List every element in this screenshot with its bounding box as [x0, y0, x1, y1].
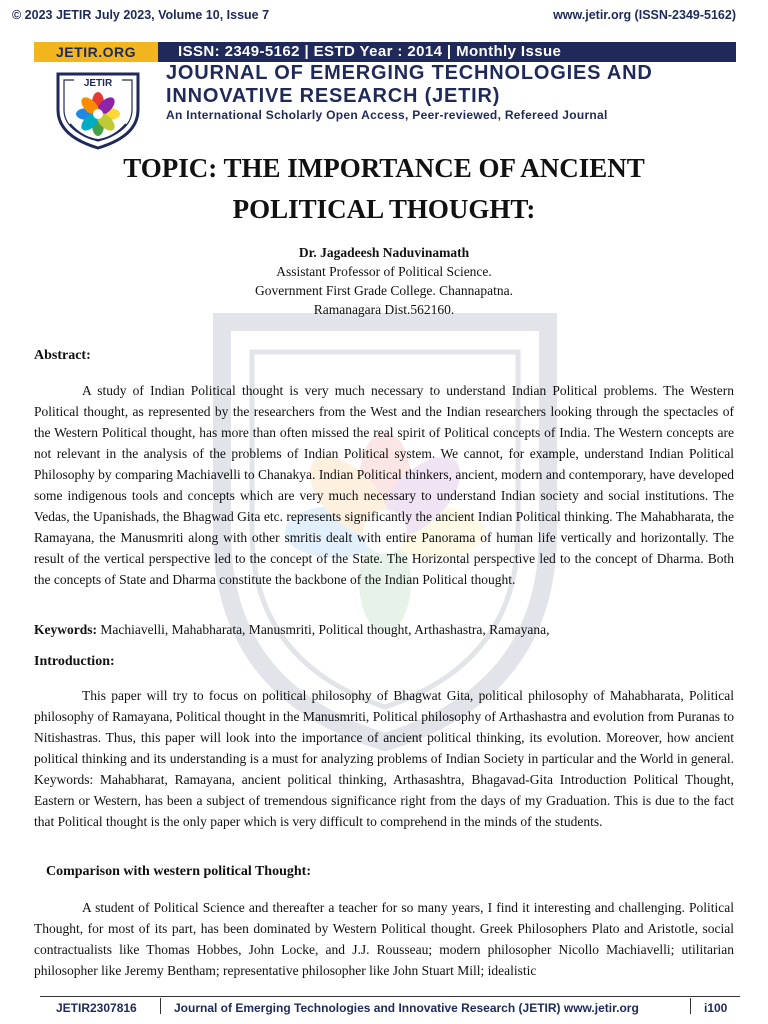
- page-footer: [40, 998, 740, 1016]
- journal-title-line2: INNOVATIVE RESEARCH (JETIR): [166, 85, 501, 107]
- masthead-bar: [34, 42, 736, 62]
- paper-title: [40, 148, 728, 230]
- issn-line: ISSN: 2349-5162 | ESTD Year : 2014 | Monthly Issue: [178, 43, 562, 60]
- footer-divider: [160, 998, 161, 1014]
- journal-title: [166, 62, 653, 108]
- issue-info: © 2023 JETIR July 2023, Volume 10, Issue 7: [12, 8, 270, 22]
- logo-text: JETIR: [83, 78, 113, 89]
- comparison-text: A student of Political Science and thereafter a teacher for so many years, I find it interesting and challenging. Political Thought, for most of its part, has been dominated by Western Political thought. Greek Philosophers Plato and Aristotle, social contractualists like Thomas Hobbes, John Locke, and J.J. Rousseau; modern philosopher Nicollo Machiavelli; utilitarian philosopher like Jeremy Bentham; representative philosopher like John Stuart Mill; idealistic: [34, 900, 734, 978]
- footer-divider: [690, 998, 691, 1014]
- keywords-label: Keywords:: [34, 622, 97, 637]
- keywords-list: Machiavelli, Mahabharata, Manusmriti, Political thought, Arthashastra, Ramayana,: [100, 622, 550, 637]
- running-header: [0, 0, 768, 32]
- footer-journal-name: Journal of Emerging Technologies and Innovative Research (JETIR): [174, 1001, 561, 1015]
- intro-heading: Introduction:: [34, 654, 115, 669]
- intro-text: This paper will try to focus on political philosophy of Bhagwat Gita, political philosophy of Mahabharata, Political philosophy of Ramayana, Political thought in the Manusmriti, Political philosophy of Arthashastra and evolution from Puranas to Nitishastras. Thus, this paper will look into the importance of ancient political thinking, its evolution. Moreover, how ancient political thinking and its understanding is a must for analyzing problems of Indian Society in particular and the World in general. Keywords: Mahabharat, Ramayana, ancient political thinking, Arthasashtra, Bhagavad-Gita Introduction Political Thought, Eastern or Western, has been a subject of tremendous significance right from the days of my Graduation. This is due to the fact that Political thought is the only paper which is very difficult to comprehend in the minds of the students.: [34, 688, 734, 829]
- footer-rule: [40, 996, 740, 997]
- author-block: [40, 243, 728, 319]
- journal-subtitle: An International Scholarly Open Access, Peer-reviewed, Refereed Journal: [166, 108, 608, 122]
- paper-code: JETIR2307816: [56, 1001, 137, 1015]
- jetir-tag: JETIR.ORG: [34, 42, 158, 62]
- author-affiliation-3: Ramanagara Dist.562160.: [313, 302, 455, 317]
- author-name: Dr. Jagadeesh Naduvinamath: [298, 245, 470, 260]
- journal-title-line1: JOURNAL OF EMERGING TECHNOLOGIES AND: [166, 62, 653, 84]
- author-affiliation-2: Government First Grade College. Channapatna.: [255, 283, 513, 298]
- footer-url[interactable]: www.jetir.org: [563, 1001, 639, 1015]
- abstract-heading: Abstract:: [34, 348, 91, 363]
- page-number: i100: [704, 1001, 728, 1015]
- comparison-heading: Comparison with western political Thought:: [46, 864, 311, 879]
- keywords: [34, 622, 734, 638]
- paper-title-line2: POLITICAL THOUGHT:: [232, 194, 536, 224]
- journal-url[interactable]: www.jetir.org (ISSN-2349-5162): [553, 8, 736, 22]
- author-affiliation-1: Assistant Professor of Political Science.: [276, 264, 492, 279]
- footer-journal: [174, 1001, 639, 1015]
- jetir-logo-icon: [48, 64, 148, 150]
- paper-title-line1: TOPIC: THE IMPORTANCE OF ANCIENT: [123, 153, 645, 183]
- abstract-text: A study of Indian Political thought is very much necessary to understand Indian Political problems. The Western Political thought, as represented by the researchers from the West and the Indian researchers looking through the spectacles of the Western Political thought, has more than often missed the real spirit of Political concepts of India. The Western concepts are not relevant in the analysis of the problems of Indian Political system. We cannot, for example, understand Indian Political Philosophy by comparing Machiavelli to Chanakya. Indian Political thinkers, ancient, modern and contemporary, have developed some indigenous tools and concepts which are very much necessary to understand Indian society and social institutions. The Vedas, the Upanishads, the Bhagwad Gita etc. represents significantly the ancient Indian Political thinking. The Mahabharata, the Ramayana, the Manusmriti along with other smritis dealt with entire Panorama of human life vertically and horizontally. The result of the vertical perspective led to the concept of the State. The Horizontal perspective led to the concept of Dharma. Both the concepts of State and Dharma constitute the backbone of the Indian Political thought.: [34, 383, 734, 587]
